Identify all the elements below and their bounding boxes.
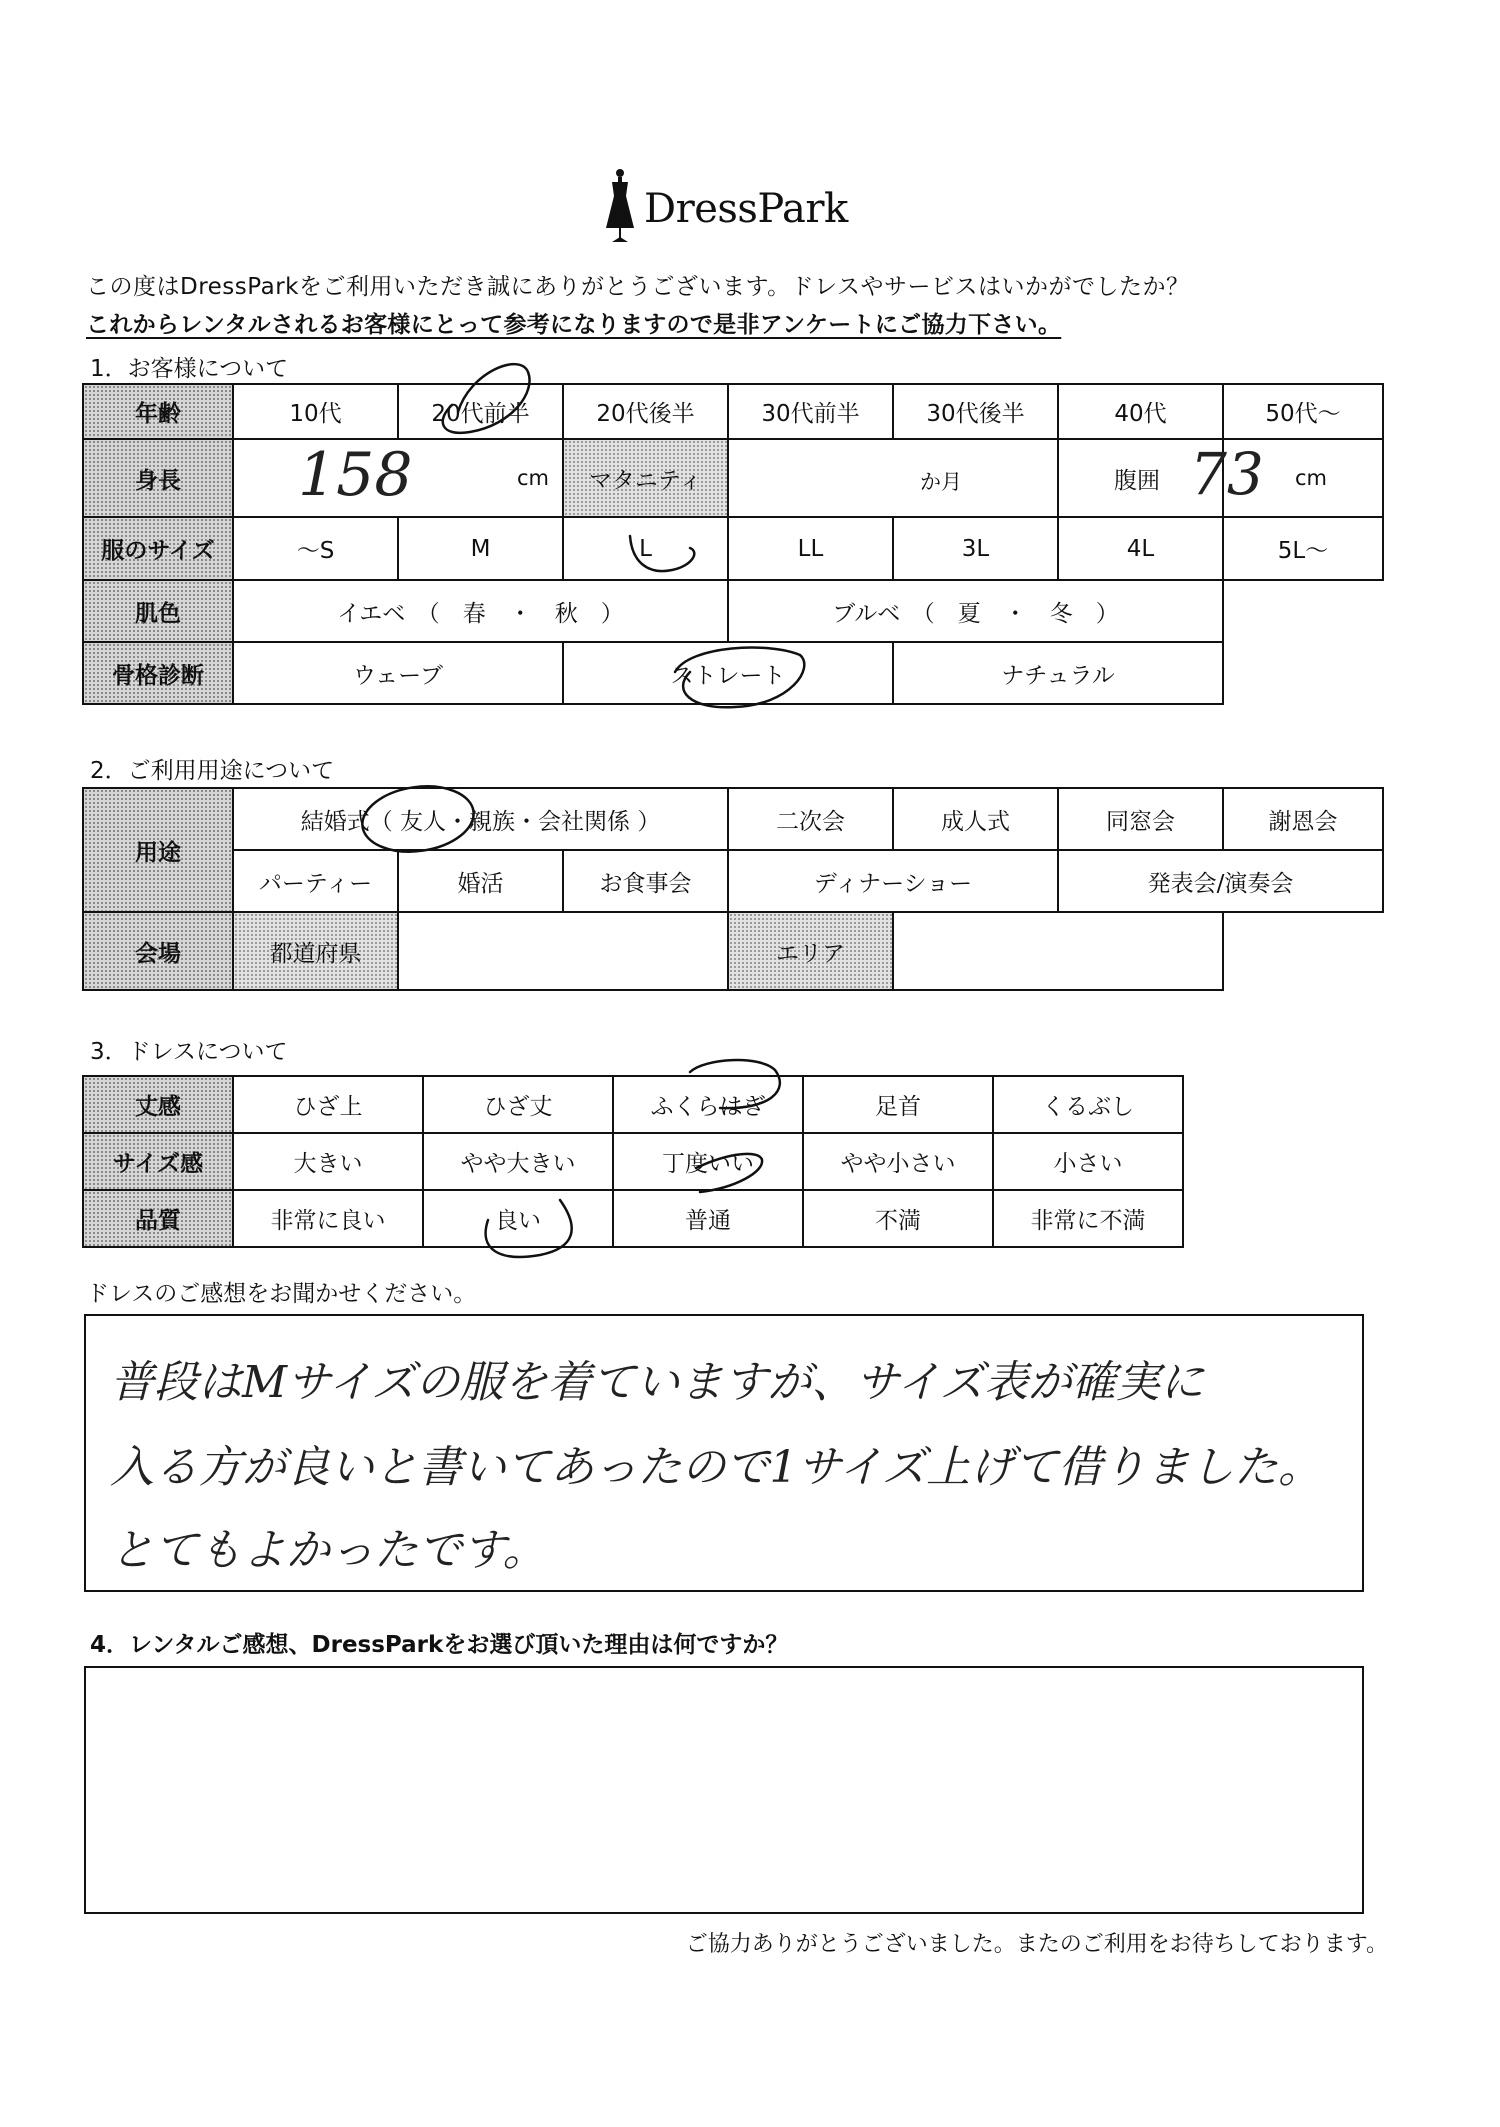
intro-text: この度はDressParkをご利用いただき誠にありがとうございます。ドレスやサービスはいかがでしたか？ xyxy=(86,274,1190,300)
logo-text: DressPark xyxy=(644,186,848,232)
height-value: 158 xyxy=(298,440,413,510)
size-option-selected[interactable]: L xyxy=(563,517,728,580)
quality-option-selected[interactable]: 良い xyxy=(423,1190,613,1247)
age-option[interactable]: 40代 xyxy=(1058,384,1223,439)
usage-option[interactable]: お食事会 xyxy=(563,850,728,912)
age-label: 年齢 xyxy=(83,384,233,439)
age-option[interactable]: 20代後半 xyxy=(563,384,728,439)
section4-title: 4．レンタルご感想、DressParkをお選び頂いた理由は何ですか？ xyxy=(90,1632,789,1658)
maternity-unit: か月 xyxy=(920,470,962,494)
waist-unit: cm xyxy=(1295,466,1328,490)
size-option[interactable]: 5L～ xyxy=(1223,517,1383,580)
usage-option[interactable]: 謝恩会 xyxy=(1223,788,1383,850)
dress-table xyxy=(82,1075,1184,1248)
body-option[interactable]: ナチュラル xyxy=(893,642,1223,704)
footer-thanks: ご協力ありがとうございました。またのご利用をお待ちしております。 xyxy=(685,1932,1388,1957)
length-option[interactable]: 足首 xyxy=(803,1076,993,1133)
length-option[interactable]: くるぶし xyxy=(993,1076,1183,1133)
size-option[interactable]: 4L xyxy=(1058,517,1223,580)
age-option[interactable]: 50代～ xyxy=(1223,384,1383,439)
usage-label: 用途 xyxy=(83,788,233,912)
length-label: 丈感 xyxy=(83,1076,233,1133)
age-option[interactable]: 30代後半 xyxy=(893,384,1058,439)
section2-title: 2．ご利用用途について xyxy=(90,758,335,784)
prefecture-field[interactable] xyxy=(398,912,728,990)
size-option[interactable]: LL xyxy=(728,517,893,580)
usage-option[interactable]: 婚活 xyxy=(398,850,563,912)
length-option[interactable]: ひざ丈 xyxy=(423,1076,613,1133)
section1-title: 1．お客様について xyxy=(90,356,289,382)
quality-option[interactable]: 非常に不満 xyxy=(993,1190,1183,1247)
empty-cell xyxy=(1223,580,1383,642)
usage-option[interactable]: パーティー xyxy=(233,850,398,912)
waist-label: 腹囲 xyxy=(1058,439,1223,517)
age-option-selected[interactable]: 20代前半 xyxy=(398,384,563,439)
height-label: 身長 xyxy=(83,439,233,517)
usage-option[interactable]: ディナーショー xyxy=(728,850,1058,912)
height-unit: cm xyxy=(517,466,550,490)
size-option[interactable]: M xyxy=(398,517,563,580)
waist-value: 73 xyxy=(1190,440,1264,508)
body-option[interactable]: ウェーブ xyxy=(233,642,563,704)
maternity-label: マタニティ xyxy=(563,439,728,517)
usage-option[interactable]: 同窓会 xyxy=(1058,788,1223,850)
fit-label: サイズ感 xyxy=(83,1133,233,1190)
quality-option[interactable]: 不満 xyxy=(803,1190,993,1247)
dress-mannequin-icon xyxy=(600,166,640,246)
impression-line: 普段はMサイズの服を着ていますが、サイズ表が確実に xyxy=(110,1357,1205,1408)
fit-option[interactable]: 小さい xyxy=(993,1133,1183,1190)
length-option[interactable]: ひざ上 xyxy=(233,1076,423,1133)
usage-option[interactable]: 発表会/演奏会 xyxy=(1058,850,1383,912)
fit-option[interactable]: 大きい xyxy=(233,1133,423,1190)
empty-cell xyxy=(1223,642,1383,704)
fit-option[interactable]: やや大きい xyxy=(423,1133,613,1190)
body-type-label: 骨格診断 xyxy=(83,642,233,704)
dresspark-logo xyxy=(600,166,900,246)
size-label: 服のサイズ xyxy=(83,517,233,580)
body-option-selected[interactable]: ストレート xyxy=(563,642,893,704)
prefecture-label: 都道府県 xyxy=(233,912,398,990)
fit-option[interactable]: やや小さい xyxy=(803,1133,993,1190)
length-option-selected[interactable]: ふくらはぎ xyxy=(613,1076,803,1133)
area-field[interactable] xyxy=(893,912,1223,990)
impression-textarea[interactable] xyxy=(84,1314,1364,1592)
fit-option-selected[interactable]: 丁度いい xyxy=(613,1133,803,1190)
quality-label: 品質 xyxy=(83,1190,233,1247)
size-option[interactable]: ～S xyxy=(233,517,398,580)
impression-line: 入る方が良いと書いてあったので1サイズ上げて借りました。 xyxy=(110,1442,1323,1493)
intro-request: これからレンタルされるお客様にとって参考になりますので是非アンケートにご協力下さい。 xyxy=(86,312,1062,338)
impression-line: とてもよかったです。 xyxy=(110,1525,547,1576)
venue-label: 会場 xyxy=(83,912,233,990)
usage-table xyxy=(82,787,1384,991)
reason-textarea[interactable] xyxy=(84,1666,1364,1914)
quality-option[interactable]: 普通 xyxy=(613,1190,803,1247)
skin-label: 肌色 xyxy=(83,580,233,642)
usage-option[interactable]: 成人式 xyxy=(893,788,1058,850)
area-label: エリア xyxy=(728,912,893,990)
age-option[interactable]: 30代前半 xyxy=(728,384,893,439)
size-option[interactable]: 3L xyxy=(893,517,1058,580)
skin-option-yellow[interactable]: イエベ （ 春 ・ 秋 ） xyxy=(233,580,728,642)
impression-prompt: ドレスのご感想をお聞かせください。 xyxy=(86,1281,477,1307)
section3-title: 3．ドレスについて xyxy=(90,1039,288,1065)
empty-cell xyxy=(1223,912,1383,990)
quality-option[interactable]: 非常に良い xyxy=(233,1190,423,1247)
usage-wedding[interactable]: 結婚式（ 友人・親族・会社関係 ） xyxy=(233,788,728,850)
customer-table xyxy=(82,383,1384,705)
maternity-field[interactable] xyxy=(728,439,1058,517)
usage-option[interactable]: 二次会 xyxy=(728,788,893,850)
age-option[interactable]: 10代 xyxy=(233,384,398,439)
skin-option-blue[interactable]: ブルベ （ 夏 ・ 冬 ） xyxy=(728,580,1223,642)
